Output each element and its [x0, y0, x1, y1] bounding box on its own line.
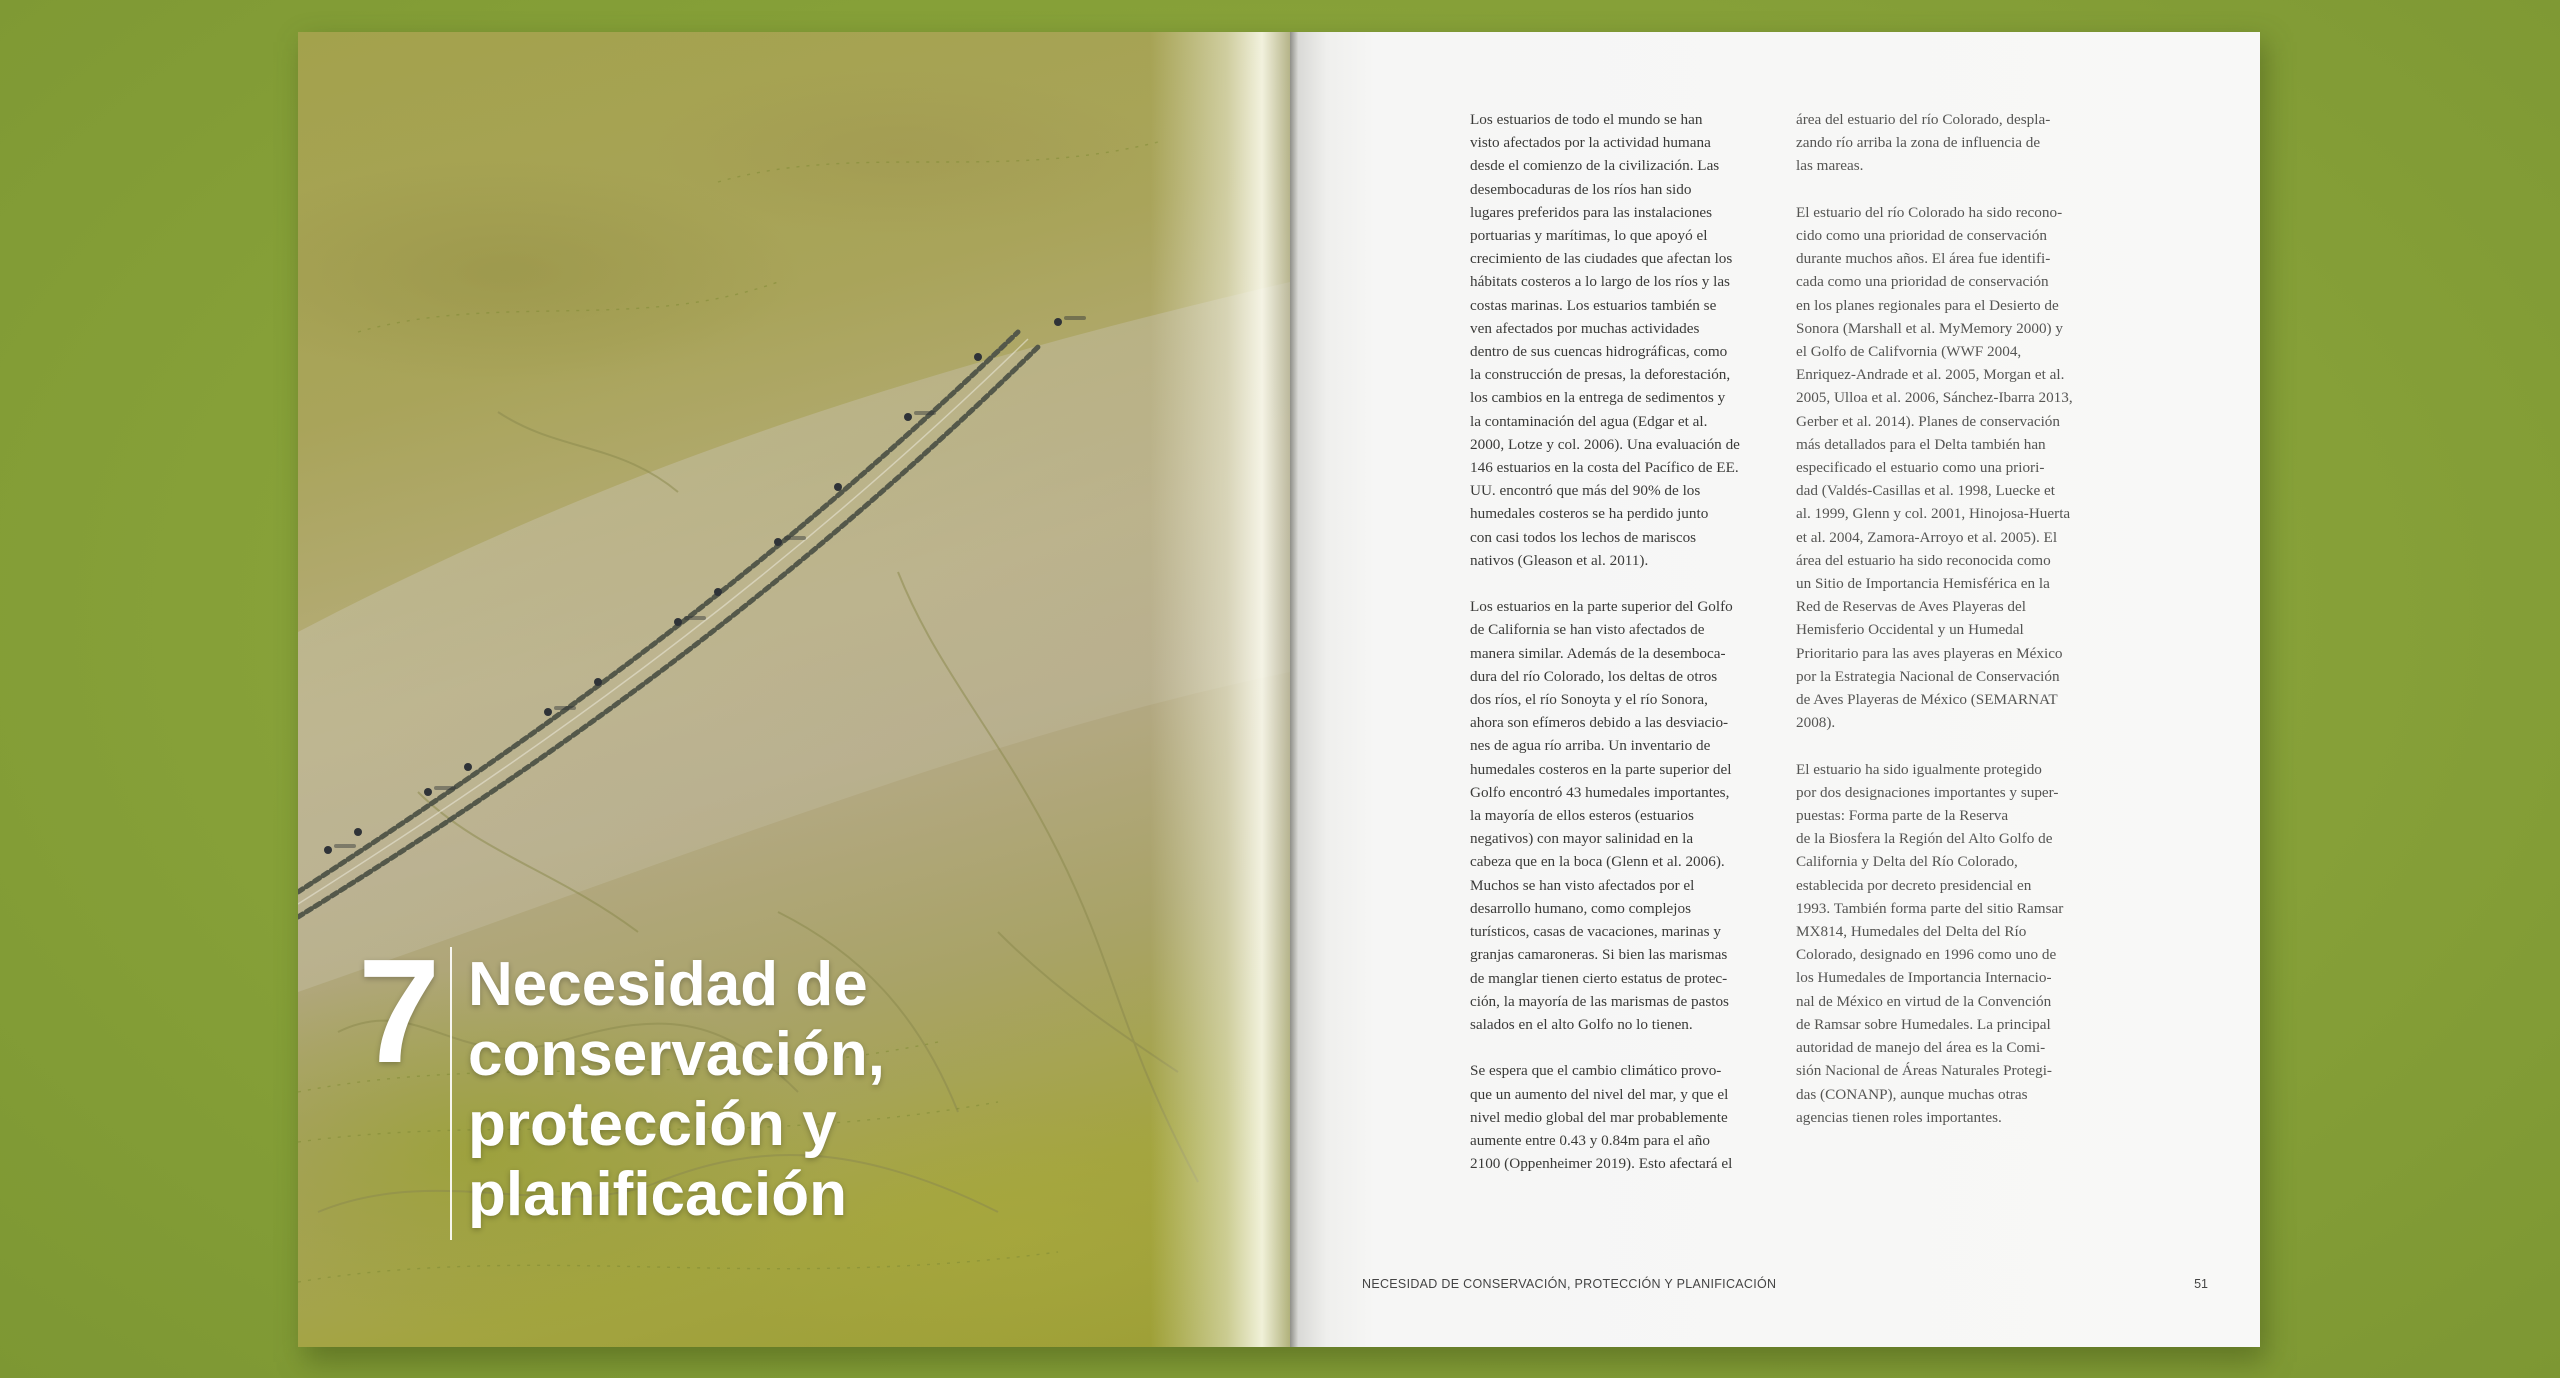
text-line: por dos designaciones importantes y super-: [1796, 783, 2059, 801]
chapter-title-line: planificación: [468, 1160, 847, 1229]
text-line: la mayoría de ellos esteros (estuarios: [1470, 807, 1694, 825]
paragraph: [1470, 595, 1782, 1036]
text-line: negativos) con mayor salinidad en la: [1470, 830, 1694, 848]
text-line: hábitats costeros a lo largo de los ríos y las: [1470, 273, 1730, 291]
text-line: manera similar. Además de la desemboca-: [1470, 644, 1726, 662]
chapter-title-line: conservación,: [468, 1020, 885, 1089]
text-line: cido como una prioridad de conservación: [1796, 227, 2047, 244]
text-line: MX814, Humedales del Delta del Río: [1796, 923, 2027, 941]
text-line: Se espera que el cambio climático provo-: [1470, 1062, 1722, 1080]
text-line: área del estuario ha sido reconocida como: [1796, 551, 2051, 569]
text-line: especificado el estuario como una priori-: [1796, 459, 2045, 477]
text-line: área del estuario del río Colorado, despla-: [1796, 111, 2051, 128]
open-book: [298, 32, 2260, 1352]
paragraph: [1796, 201, 2108, 735]
chapter-number: 7: [358, 929, 441, 1094]
left-page-photo: [298, 32, 1290, 1347]
text-line: 2008).: [1796, 714, 1836, 732]
text-line: 2000, Lotze y col. 2006). Una evaluación de: [1470, 435, 1740, 453]
book-spine: [1290, 32, 1298, 1347]
text-line: Prioritario para las aves playeras en México: [1796, 644, 2063, 662]
text-line: más detallados para el Delta también han: [1796, 435, 2046, 453]
text-line: con casi todos los lechos de mariscos: [1470, 528, 1697, 546]
text-line: dura del río Colorado, los deltas de otros: [1470, 667, 1718, 685]
text-line: salados en el alto Golfo no lo tienen.: [1470, 1015, 1693, 1033]
text-line: Muchos se han visto afectados por el: [1470, 876, 1695, 894]
text-line: cada como una prioridad de conservación: [1796, 273, 2049, 291]
paragraph: [1470, 1059, 1782, 1175]
text-line: 2005, Ulloa et al. 2006, Sánchez-Ibarra 2013,: [1796, 389, 2073, 407]
text-line: Hemisferio Occidental y un Humedal: [1796, 621, 2024, 639]
text-line: de Aves Playeras de México (SEMARNAT: [1796, 691, 2058, 709]
right-page-text: [1298, 32, 2260, 1347]
text-line: de California se han visto afectados de: [1470, 621, 1705, 639]
text-line: por la Estrategia Nacional de Conservación: [1796, 667, 2060, 685]
text-line: los cambios en la entrega de sedimentos y: [1470, 389, 1726, 407]
text-line: la construcción de presas, la deforestación,: [1470, 366, 1731, 384]
text-line: turísticos, casas de vacaciones, marinas y: [1470, 923, 1721, 941]
text-line: 146 estuarios en la costa del Pacífico de EE.: [1470, 459, 1739, 477]
text-line: la contaminación del agua (Edgar et al.: [1470, 412, 1708, 430]
paragraph: [1470, 108, 1782, 572]
text-line: portuarias y marítimas, lo que apoyó el: [1470, 227, 1708, 245]
text-line: ahora son efímeros debido a las desviacio-: [1470, 714, 1729, 732]
text-line: agencias tienen roles importantes.: [1796, 1108, 2002, 1126]
text-line: ción, la mayoría de las marismas de pastos: [1470, 992, 1729, 1010]
chapter-title: [468, 950, 1028, 1230]
text-line: costas marinas. Los estuarios también se: [1470, 296, 1717, 314]
text-line: un Sitio de Importancia Hemisférica en la: [1796, 575, 2050, 593]
text-line: El estuario ha sido igualmente protegido: [1796, 760, 2042, 778]
text-line: 2100 (Oppenheimer 2019). Esto afectará el: [1470, 1155, 1733, 1173]
text-line: humedales costeros se ha perdido junto: [1470, 505, 1709, 523]
text-line: que un aumento del nivel del mar, y que el: [1470, 1085, 1729, 1103]
text-line: dad (Valdés-Casillas et al. 1998, Luecke et: [1796, 482, 2055, 500]
text-line: UU. encontró que más del 90% de los: [1470, 482, 1701, 500]
text-line: das (CONANP), aunque muchas otras: [1796, 1085, 2028, 1103]
text-line: Golfo encontró 43 humedales importantes,: [1470, 783, 1730, 801]
text-column-2: [1796, 108, 2108, 1152]
text-line: Enriquez-Andrade et al. 2005, Morgan et al.: [1796, 366, 2065, 384]
text-line: de manglar tienen cierto estatus de protec-: [1470, 969, 1728, 987]
text-line: establecida por decreto presidencial en: [1796, 876, 2032, 894]
text-line: en los planes regionales para el Desierto de: [1796, 296, 2059, 314]
text-line: California y Delta del Río Colorado,: [1796, 853, 2018, 871]
page-number: 51: [2194, 1277, 2208, 1291]
text-line: puestas: Forma parte de la Reserva: [1796, 807, 2009, 825]
chapter-divider: [450, 947, 452, 1240]
text-line: Sonora (Marshall et al. MyMemory 2000) y: [1796, 319, 2063, 337]
chapter-title-line: Necesidad de: [468, 950, 868, 1019]
text-line: nivel medio global del mar probablemente: [1470, 1108, 1728, 1126]
text-line: las mareas.: [1796, 157, 1864, 175]
text-line: durante muchos años. El área fue identifi-: [1796, 250, 2051, 268]
text-line: dos ríos, el río Sonoyta y el río Sonora,: [1470, 691, 1708, 709]
text-line: Colorado, designado en 1996 como uno de: [1796, 946, 2057, 964]
paragraph: [1796, 108, 2108, 178]
page-fold-highlight: [1150, 32, 1290, 1347]
text-line: Red de Reservas de Aves Playeras del: [1796, 598, 2026, 616]
text-line: El estuario del río Colorado ha sido recono-: [1796, 203, 2063, 221]
text-line: Los estuarios en la parte superior del Golfo: [1470, 598, 1733, 616]
text-line: desembocaduras de los ríos han sido: [1470, 180, 1692, 198]
text-line: autoridad de manejo del área es la Comi-: [1796, 1039, 2046, 1057]
text-line: desde el comienzo de la civilización. Las: [1470, 157, 1720, 175]
text-line: nes de agua río arriba. Un inventario de: [1470, 737, 1711, 755]
text-line: ven afectados por muchas actividades: [1470, 319, 1700, 337]
paragraph: [1796, 758, 2108, 1129]
chapter-title-line: protección y: [468, 1090, 837, 1159]
text-line: el Golfo de Califvornia (WWF 2004,: [1796, 343, 2022, 361]
text-line: cabeza que en la boca (Glenn et al. 2006).: [1470, 853, 1725, 871]
text-line: zando río arriba la zona de influencia de: [1796, 134, 2041, 152]
text-line: Los estuarios de todo el mundo se han: [1470, 111, 1703, 128]
text-column-1: [1470, 108, 1782, 1199]
text-line: sión Nacional de Áreas Naturales Protegi-: [1796, 1062, 2052, 1080]
text-line: de Ramsar sobre Humedales. La principal: [1796, 1015, 2051, 1033]
text-line: humedales costeros en la parte superior del: [1470, 760, 1732, 778]
text-line: de la Biosfera la Región del Alto Golfo de: [1796, 830, 2053, 848]
text-line: al. 1999, Glenn y col. 2001, Hinojosa-Huerta: [1796, 505, 2071, 523]
text-line: nativos (Gleason et al. 2011).: [1470, 551, 1649, 569]
text-line: dentro de sus cuencas hidrográficas, como: [1470, 343, 1728, 361]
text-line: los Humedales de Importancia Internacio-: [1796, 969, 2052, 987]
running-head: NECESIDAD DE CONSERVACIÓN, PROTECCIÓN Y PLANIFICACIÓN: [1362, 1277, 1777, 1291]
text-line: visto afectados por la actividad humana: [1470, 134, 1711, 152]
text-line: Gerber et al. 2014). Planes de conservación: [1796, 412, 2060, 430]
text-line: crecimiento de las ciudades que afectan los: [1470, 250, 1733, 268]
text-line: lugares preferidos para las instalaciones: [1470, 203, 1713, 221]
text-line: desarrollo humano, como complejos: [1470, 899, 1692, 917]
text-line: 1993. También forma parte del sitio Ramsar: [1796, 899, 2064, 917]
text-line: granjas camaroneras. Si bien las marismas: [1470, 946, 1728, 964]
text-line: nal de México en virtud de la Convención: [1796, 992, 2052, 1010]
text-line: et al. 2004, Zamora-Arroyo et al. 2005). El: [1796, 528, 2058, 546]
text-line: aumente entre 0.43 y 0.84m para el año: [1470, 1131, 1710, 1149]
